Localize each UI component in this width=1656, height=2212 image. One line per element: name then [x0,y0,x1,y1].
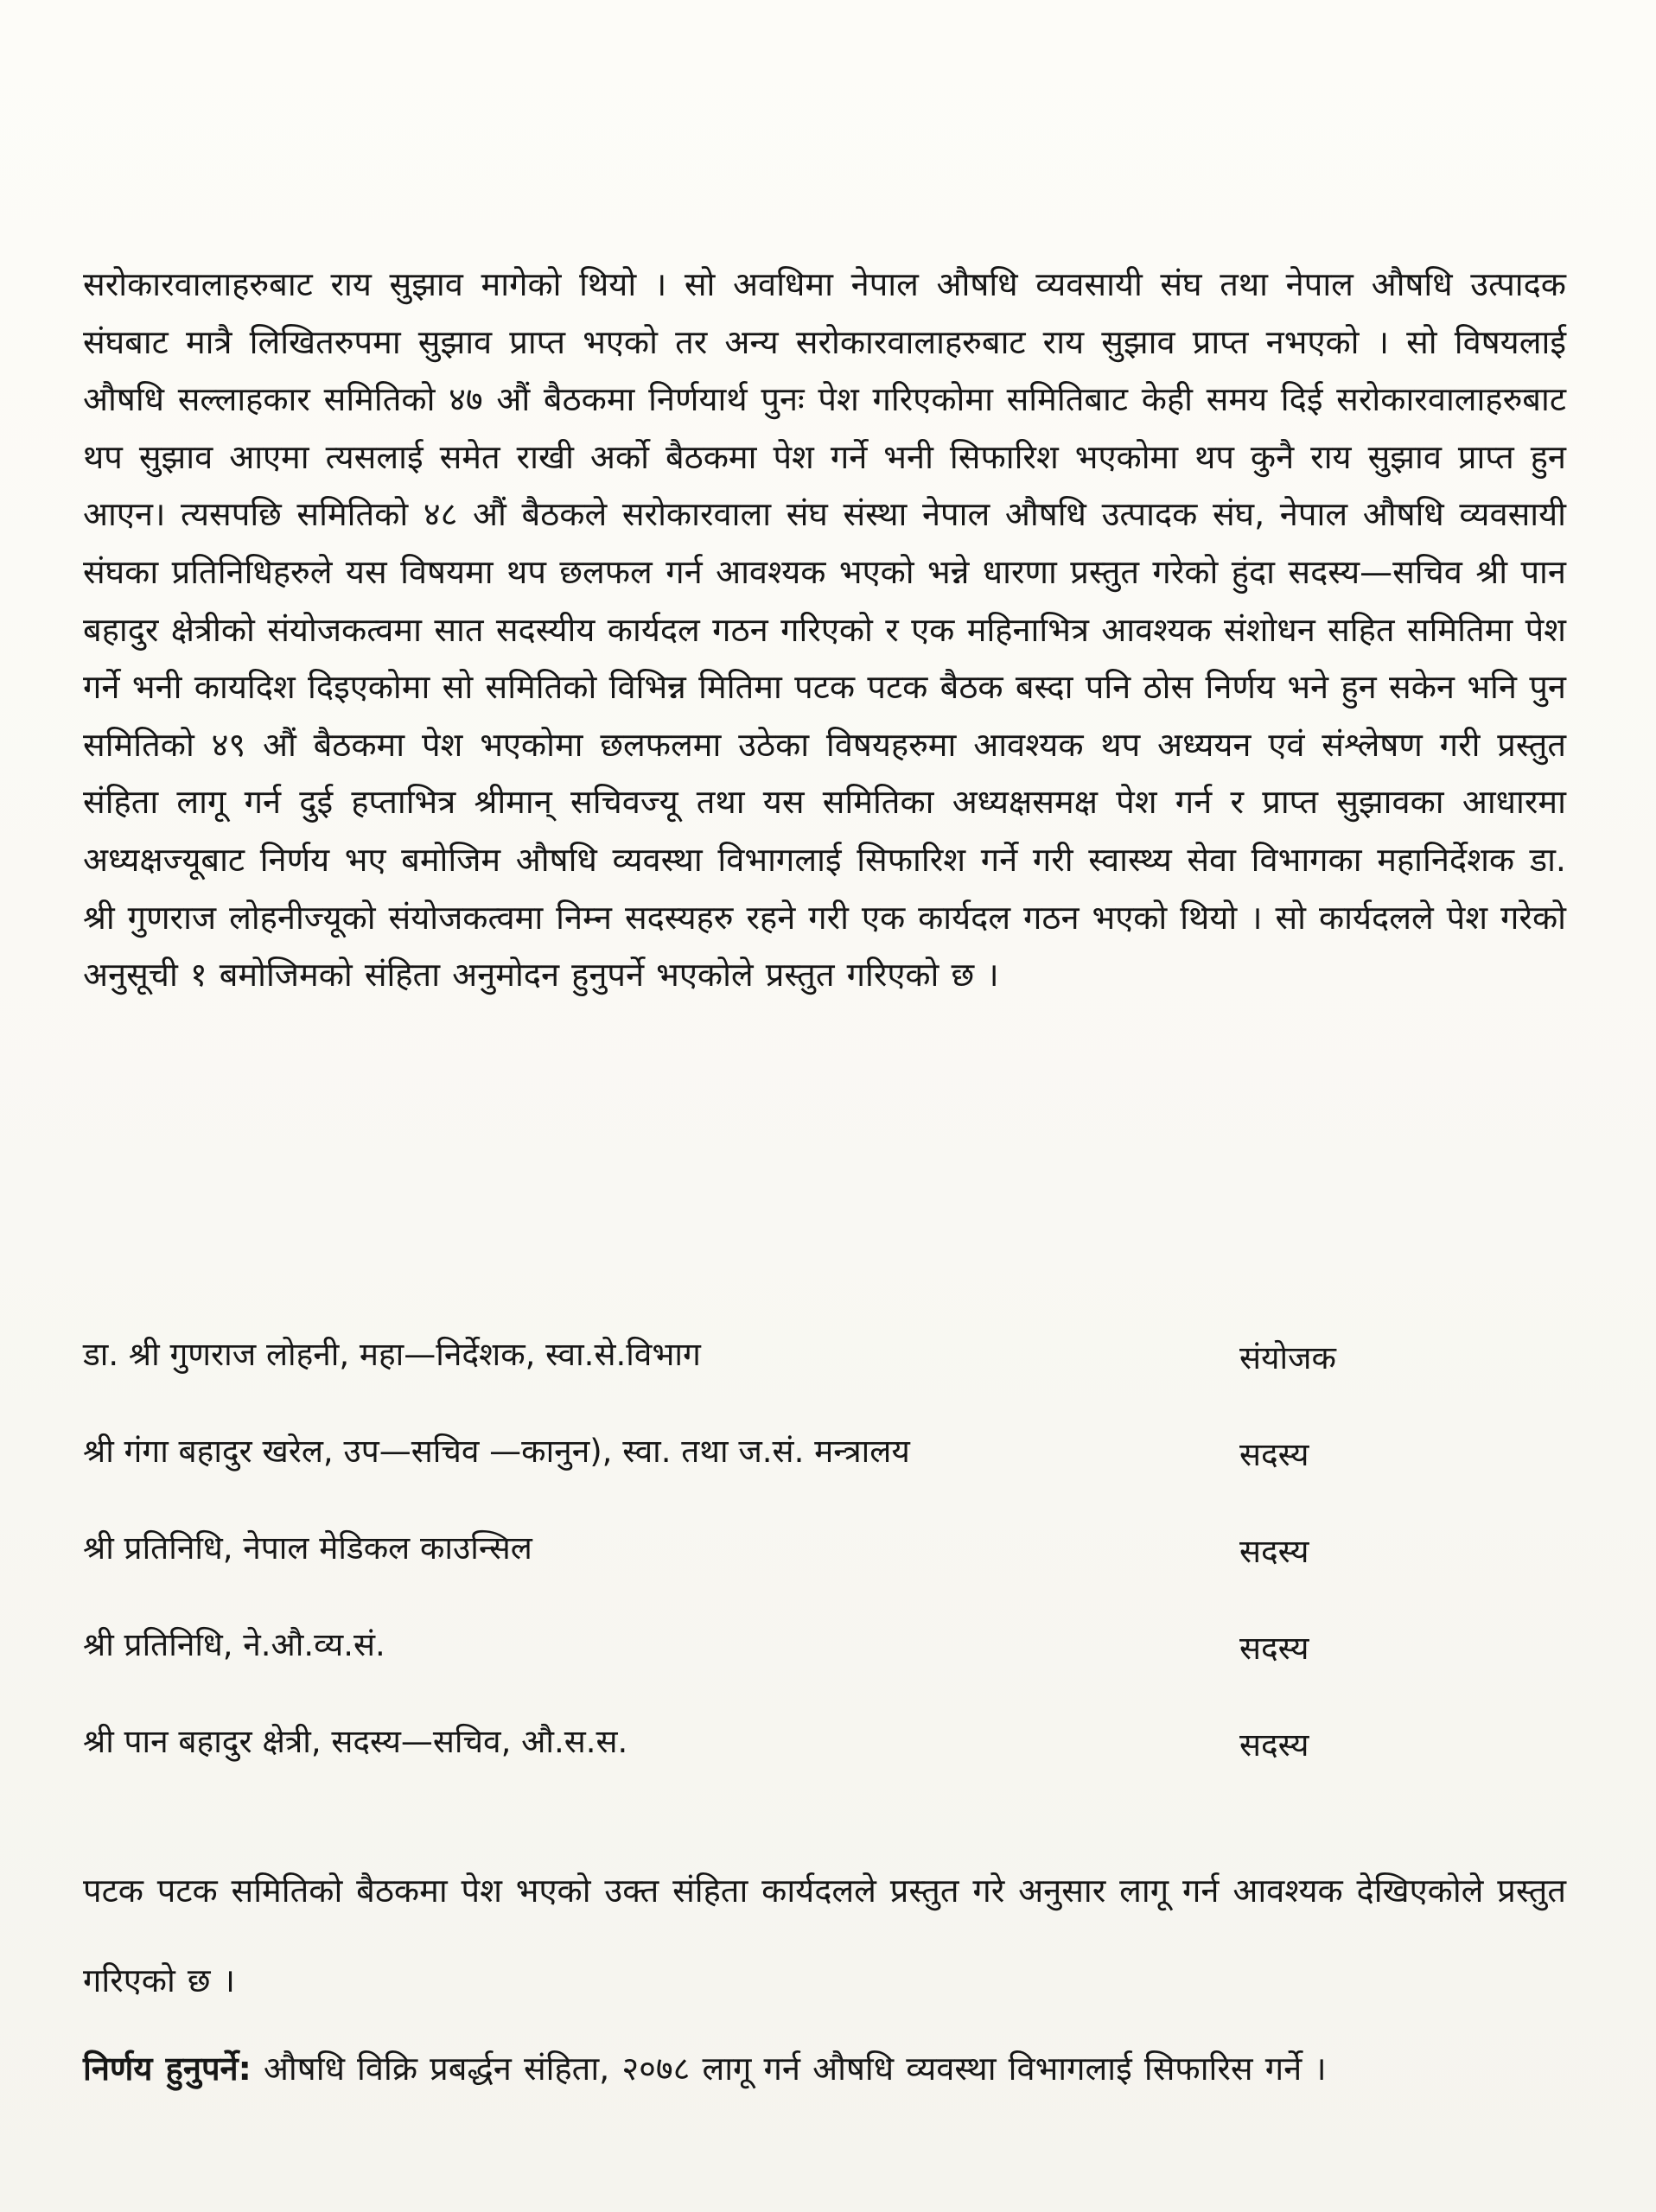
member-row [83,1524,1587,1621]
body-paragraph: सरोकारवालाहरुबाट राय सुझाव मागेको थियो । सो अवधिमा नेपाल औषधि व्यवसायी संघ तथा नेपाल औषधि उत्पादक संघबाट मात्रै लिखितरुपमा सुझाव प्राप्त भएको तर अन्य सरोकारवालाहरुबाट राय सुझाव प्राप्त नभएको । सो विषयलाई औषधि सल्लाहकार समितिको ४७ औं बैठकमा निर्णयार्थ पुनः पेश गरिएकोमा समितिबाट केही समय दिई सरोकारवालाहरुबाट थप सुझाव आएमा त्यसलाई समेत राखी अर्को बैठकमा पेश गर्ने भनी सिफारिश भएकोमा थप कुनै राय सुझाव प्राप्त हुन आएन। त्यसपछि समितिको ४८ औं बैठकले सरोकारवाला संघ संस्था नेपाल औषधि उत्पादक संघ, नेपाल औषधि व्यवसायी संघका प्रतिनिधिहरुले यस विषयमा थप छलफल गर्न आवश्यक भएको भन्ने धारणा प्रस्तुत गरेको हुंदा सदस्य—सचिव श्री पान बहादुर क्षेत्रीको संयोजकत्वमा सात सदस्यीय कार्यदल गठन गरिएको र एक महिनाभित्र आवश्यक संशोधन सहित समितिमा पेश गर्ने भनी कायदिश दिइएकोमा सो समितिको विभिन्न मितिमा पटक पटक बैठक बस्दा पनि ठोस निर्णय भने हुन सकेन भनि पुन समितिको ४९ औं बैठकमा पेश भएकोमा छलफलमा उठेका विषयहरुमा आवश्यक थप अध्ययन एवं संश्लेषण गरी प्रस्तुत संहिता लागू गर्न दुई हप्ताभित्र श्रीमान् सचिवज्यू तथा यस समितिका अध्यक्षसमक्ष पेश गर्न र प्राप्त सुझावका आधारमा अध्यक्षज्यूबाट निर्णय भए बमोजिम औषधि व्यवस्था विभागलाई सिफारिश गर्ने गरी स्वास्थ्य सेवा विभागका महानिर्देशक डा. श्री गुणराज लोहनीज्यूको संयोजकत्वमा निम्न सदस्यहरु रहने गरी एक कार्यदल गठन भएको थियो । सो कार्यदलले पेश गरेको अनुसूची १ बमोजिमको संहिता अनुमोदन हुनुपर्ने भएकोले प्रस्तुत गरिएको छ । [83,265,1566,995]
member-role: सदस्य [1239,1436,1309,1473]
member-role: सदस्य [1239,1726,1309,1764]
working-group-member-list [83,1331,1587,1815]
member-name: श्री प्रतिनिधि, नेपाल मेडिकल काउन्सिल [83,1529,532,1567]
member-name: श्री गंगा बहादुर खरेल, उप—सचिव —कानुन), स्वा. तथा ज.सं. मन्त्रालय [83,1433,910,1470]
decision-text: औषधि विक्रि प्रबर्द्धन संहिता, २०७८ लागू गर्न औषधि व्यवस्था विभागलाई सिफारिस गर्ने । [251,2050,1327,2088]
member-role: संयोजक [1239,1339,1336,1376]
member-role: सदस्य [1239,1533,1309,1570]
member-role: सदस्य [1239,1630,1309,1667]
conclusion-paragraph: पटक पटक समितिको बैठकमा पेश भएको उक्त संहिता कार्यदलले प्रस्तुत गरे अनुसार लागू गर्न आवश्यक देखिएकोले प्रस्तुत गरिएको छ । [83,1872,1566,1999]
member-row [83,1621,1587,1718]
decision-paragraph [83,2024,1566,2113]
member-row [83,1331,1587,1427]
member-name: श्री पान बहादुर क्षेत्री, सदस्य—सचिव, औ.स.स. [83,1723,628,1760]
member-row [83,1427,1587,1524]
member-name: श्री प्रतिनिधि, ने.औ.व्य.सं. [83,1626,385,1663]
member-name: डा. श्री गुणराज लोहनी, महा—निर्देशक, स्वा.से.विभाग [83,1336,701,1373]
member-row [83,1718,1587,1815]
decision-label: निर्णय हुनुपर्ने: [83,2050,252,2088]
